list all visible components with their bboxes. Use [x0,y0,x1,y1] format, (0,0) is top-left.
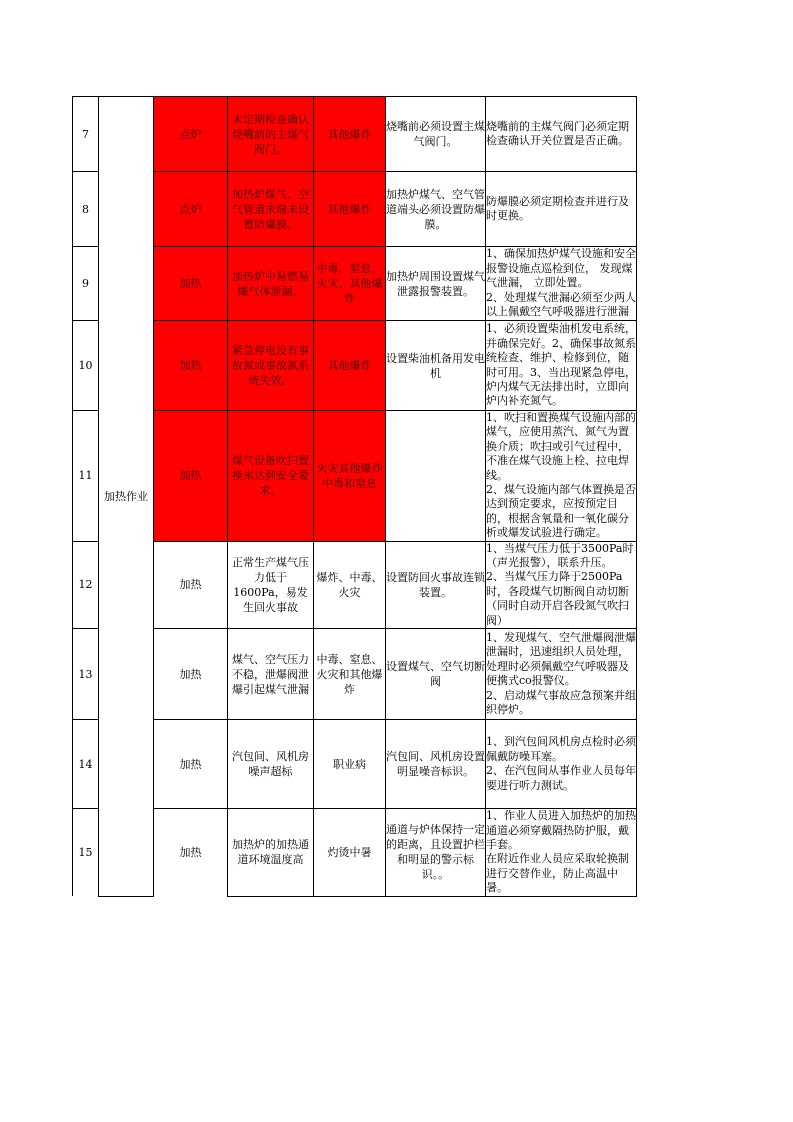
management-measure-cell: 1、到汽包间风机房点检时必须佩戴防噪耳塞。 2、在汽包间从事作业人员每年要进行听力测试。 [486,720,637,809]
row-number: 10 [73,321,99,411]
engineering-measure-cell: 加热炉煤气、空气管道端头必须设置防爆膜。 [386,172,486,247]
risk-cell: 正常生产煤气压力低于1600Pa，易发生回火事故 [228,541,314,628]
table-row [73,541,637,628]
engineering-measure-cell: 通道与炉体保持一定的距离，且设置护栏和明显的警示标识。。 [386,809,486,896]
management-measure-cell: 1、当煤气压力低于3500Pa时（声光报警），联系升压。 2、当煤气压力降于2500Pa时，各段煤气切断阀自动切断（同时自动开启各段氮气吹扫阀） [486,541,637,628]
table-row [73,172,637,247]
row-number: 14 [73,720,99,809]
activity-cell: 加热 [154,247,228,321]
management-measure-cell: 1、发现煤气、空气泄爆阀泄爆泄漏时，迅速组织人员处理，处理时必须佩戴空气呼吸器及便携式co报警仪。 2、启动煤气事故应急预案并组织停炉。 [486,629,637,720]
table-row [73,720,637,809]
management-measure-cell: 防爆膜必须定期检查并进行及时更换。 [486,172,637,247]
row-number: 13 [73,629,99,720]
activity-cell: 加热 [154,809,228,896]
risk-cell: 加热炉中易燃易爆气体泄漏。 [228,247,314,321]
risk-cell: 加热炉的加热通道环境温度高 [228,809,314,896]
table-row [73,321,637,411]
row-number: 12 [73,541,99,628]
consequence-cell: 职业病 [314,720,386,809]
table-row [73,97,637,172]
management-measure-cell: 烧嘴前的主煤气阀门必须定期检查确认开关位置是否正确。 [486,97,637,172]
table-row [73,411,637,542]
consequence-cell: 其他爆炸 [314,321,386,411]
consequence-cell: 灼烫中暑 [314,809,386,896]
management-measure-cell: 1、作业人员进入加热炉的加热通道必须穿戴隔热防护服，戴手套。 在附近作业人员应采取轮换制进行交替作业，防止高温中暑。 [486,809,636,895]
consequence-cell: 中毒、窒息、火灾、其他爆炸 [314,247,386,321]
table-row [73,247,637,321]
row-number: 7 [73,97,99,172]
consequence-cell: 火灾其他爆炸中毒和窒息 [314,411,386,542]
risk-table [72,96,637,897]
engineering-measure-cell: 设置防回火事故连锁装置。 [386,541,486,628]
consequence-cell: 爆炸、中毒、火灾 [314,541,386,628]
row-number: 9 [73,247,99,321]
row-number: 8 [73,172,99,247]
risk-cell: 煤气、空气压力不稳，泄爆阀泄爆引起煤气泄漏 [228,629,314,720]
activity-cell: 加热 [154,321,228,411]
engineering-measure-cell: 设置柴油机备用发电机 [386,321,486,411]
activity-cell: 点炉 [154,97,228,172]
activity-cell: 加热 [154,411,228,542]
activity-cell: 点炉 [154,172,228,247]
consequence-cell: 其他爆炸 [314,172,386,247]
management-measure-cell: 1、吹扫和置换煤气设施内部的煤气，应使用蒸汽、氮气为置换介质；吹扫或引气过程中，不准在煤气设施上栓、拉电焊线。 2、煤气设施内部气体置换是否达到预定要求，应按预定目的，根据含氧量和一氧化碳分析或爆发试验进行确定。 [486,411,636,540]
engineering-measure-cell: 汽包间、风机房设置明显噪音标识。 [386,720,486,809]
engineering-measure-cell: 设置煤气、空气切断阀 [386,629,486,720]
table-row [73,809,637,896]
category-cell: 加热作业 [99,97,154,897]
risk-cell: 紧急停电没有事故氮或事故氮系统失效。 [228,321,314,411]
risk-cell: 加热炉煤气、空气管道末端未设置防爆膜。 [228,172,314,247]
engineering-measure-cell [386,411,486,542]
row-number: 11 [73,411,99,542]
consequence-cell: 中毒、窒息、火灾和其他爆炸 [314,629,386,720]
risk-cell: 未定期检查确认烧嘴前的主煤气阀门。 [228,97,314,172]
management-measure-cell: 1、确保加热炉煤气设施和安全报警设施点巡检到位， 发现煤气泄漏， 立即处置。 2、处理煤气泄漏必须至少两人以上佩戴空气呼吸器进行泄漏 [486,247,637,321]
activity-cell: 加热 [154,541,228,628]
management-measure-cell: 1、必须设置柴油机发电系统，并确保完好。2、确保事故氮系统检查、维护、检修到位，随时可用。3、当出现紧急停电，炉内煤气无法排出时，立即向炉内补充氮气。 [486,321,637,411]
row-number: 15 [73,809,99,896]
risk-cell: 煤气设备吹扫置换未达到安全要求。 [228,411,314,542]
activity-cell: 加热 [154,720,228,809]
risk-cell: 汽包间、风机房噪声超标 [228,720,314,809]
consequence-cell: 其他爆炸 [314,97,386,172]
table-row [73,629,637,720]
engineering-measure-cell: 加热炉周围设置煤气泄露报警装置。 [386,247,486,321]
engineering-measure-cell: 烧嘴前必须设置主煤气阀门。 [386,97,486,172]
activity-cell: 加热 [154,629,228,720]
